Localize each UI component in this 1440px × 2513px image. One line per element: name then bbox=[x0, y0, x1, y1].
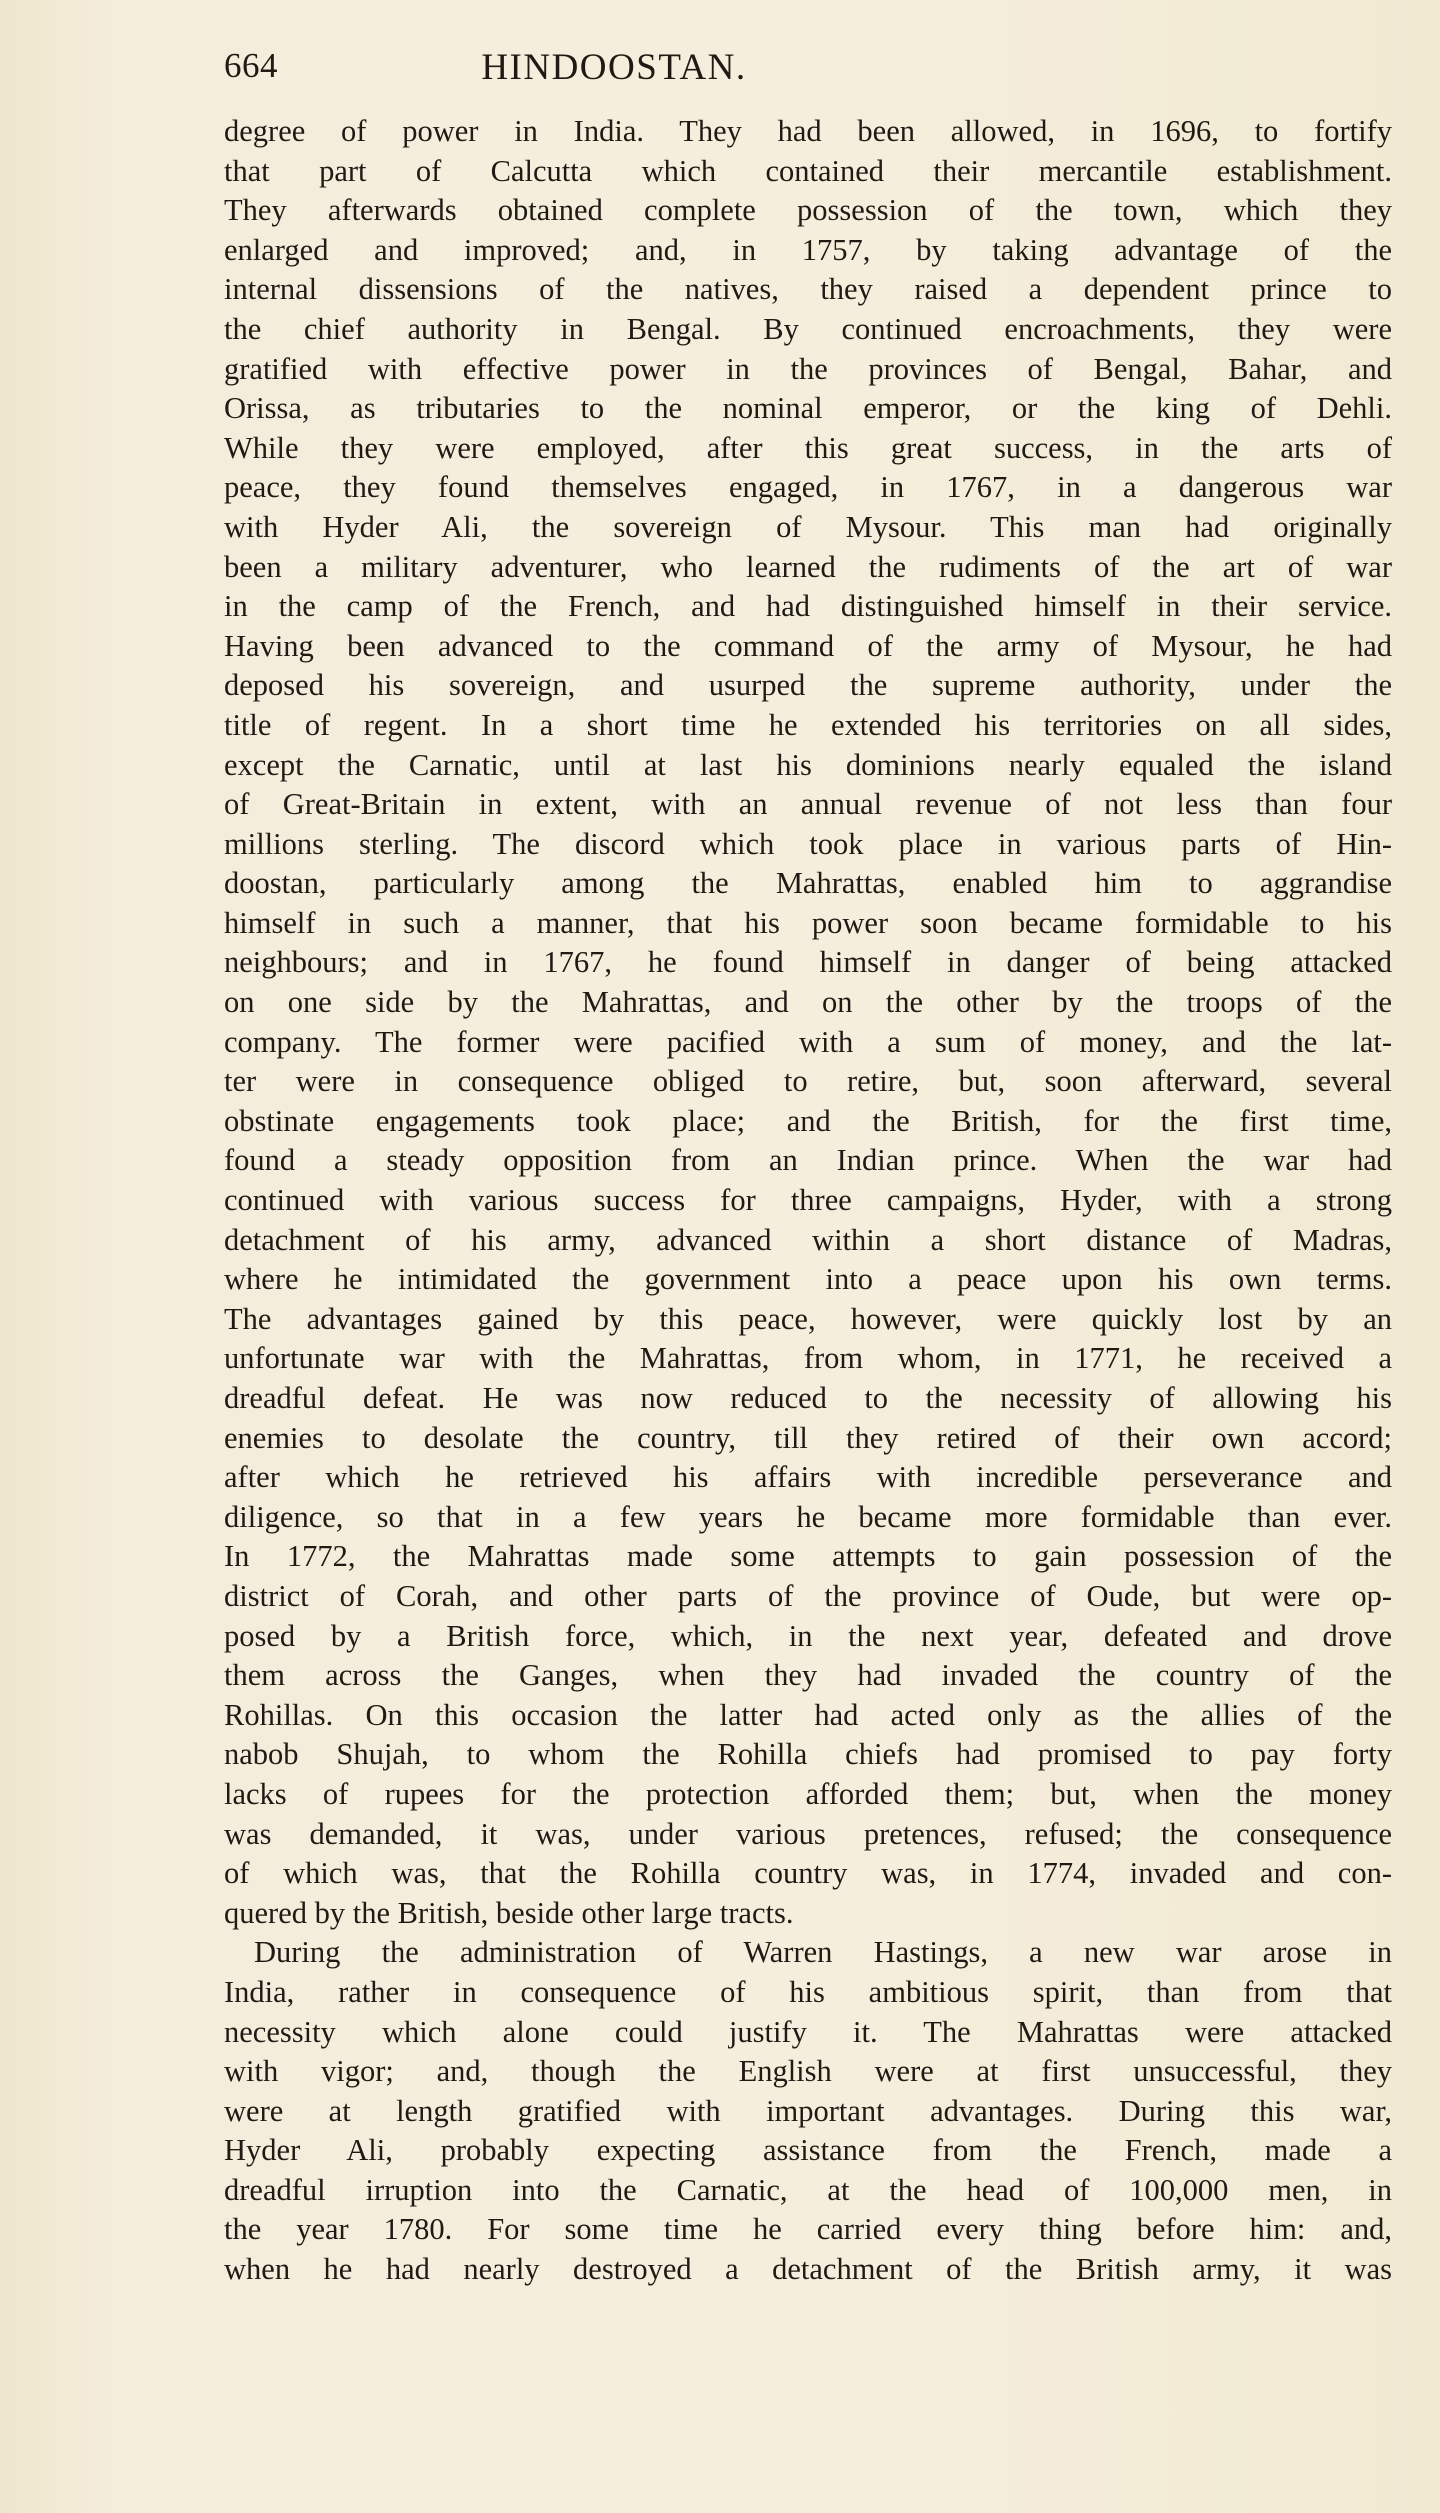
text-line: Rohillas. On this occasion the latter had acted only as the allies of the bbox=[224, 1697, 1392, 1732]
text-line: While they were employed, after this great success, in the arts of bbox=[224, 430, 1392, 465]
text-line: Having been advanced to the command of the army of Mysour, he had bbox=[224, 628, 1392, 663]
text-line: when he had nearly destroyed a detachment of the British army, it was bbox=[224, 2252, 1392, 2287]
page-number: 664 bbox=[224, 46, 278, 85]
text-line: enlarged and improved; and, in 1757, by taking advantage of the bbox=[224, 232, 1392, 267]
text-line: found a steady opposition from an Indian prince. When the war had bbox=[224, 1143, 1392, 1178]
text-line: that part of Calcutta which contained their mercantile establishment. bbox=[224, 153, 1392, 188]
text-line: were at length gratified with important advantages. During this war, bbox=[224, 2093, 1392, 2128]
text-line: except the Carnatic, until at last his dominions nearly equaled the island bbox=[224, 747, 1392, 782]
text-line: of Great-Britain in extent, with an annual revenue of not less than four bbox=[224, 787, 1392, 822]
text-line: unfortunate war with the Mahrattas, from whom, in 1771, he received a bbox=[224, 1341, 1392, 1376]
text-line: Hyder Ali, probably expecting assistance from the French, made a bbox=[224, 2133, 1392, 2168]
text-line: ter were in consequence obliged to retire, but, soon afterward, several bbox=[224, 1064, 1392, 1099]
text-line: enemies to desolate the country, till they retired of their own accord; bbox=[224, 1420, 1392, 1455]
text-line: title of regent. In a short time he extended his territories on all sides, bbox=[224, 707, 1392, 742]
text-line: on one side by the Mahrattas, and on the other by the troops of the bbox=[224, 985, 1392, 1020]
text-line: necessity which alone could justify it. The Mahrattas were attacked bbox=[224, 2014, 1392, 2049]
text-line: peace, they found themselves engaged, in 1767, in a dangerous war bbox=[224, 470, 1392, 505]
text-line: company. The former were pacified with a sum of money, and the lat- bbox=[224, 1024, 1392, 1059]
text-line: neighbours; and in 1767, he found himself in danger of being attacked bbox=[224, 945, 1392, 980]
text-line: gratified with effective power in the provinces of Bengal, Bahar, and bbox=[224, 351, 1392, 386]
text-line: continued with various success for three campaigns, Hyder, with a strong bbox=[224, 1183, 1392, 1218]
text-line: India, rather in consequence of his ambitious spirit, than from that bbox=[224, 1974, 1392, 2009]
text-line: after which he retrieved his affairs with incredible perseverance and bbox=[224, 1460, 1392, 1495]
text-line: Orissa, as tributaries to the nominal emperor, or the king of Dehli. bbox=[224, 391, 1392, 426]
text-line: with Hyder Ali, the sovereign of Mysour. This man had originally bbox=[224, 509, 1392, 544]
text-line: obstinate engagements took place; and the British, for the first time, bbox=[224, 1103, 1392, 1138]
text-line: In 1772, the Mahrattas made some attempts to gain possession of the bbox=[224, 1539, 1392, 1574]
text-line: dreadful defeat. He was now reduced to the necessity of allowing his bbox=[224, 1381, 1392, 1415]
running-title: HINDOOSTAN. bbox=[481, 47, 747, 88]
text-line: himself in such a manner, that his power soon became formidable to his bbox=[224, 905, 1392, 940]
text-line: them across the Ganges, when they had invaded the country of the bbox=[224, 1658, 1392, 1693]
text-line: district of Corah, and other parts of the province of Oude, but were op- bbox=[224, 1578, 1392, 1613]
text-line: They afterwards obtained complete possession of the town, which they bbox=[224, 193, 1392, 228]
text-line: of which was, that the Rohilla country was, in 1774, invaded and con- bbox=[224, 1856, 1392, 1891]
text-line: detachment of his army, advanced within a short distance of Madras, bbox=[224, 1222, 1392, 1257]
text-line: doostan, particularly among the Mahrattas, enabled him to aggrandise bbox=[224, 866, 1392, 901]
text-line: quered by the British, beside other large tracts. bbox=[224, 1895, 794, 1930]
text-line: diligence, so that in a few years he became more formidable than ever. bbox=[224, 1499, 1392, 1534]
text-line: in the camp of the French, and had distinguished himself in their service. bbox=[224, 589, 1392, 624]
page-header bbox=[224, 46, 1392, 102]
text-line: degree of power in India. They had been allowed, in 1696, to fortify bbox=[224, 114, 1392, 148]
text-line: with vigor; and, though the English were at first unsuccessful, they bbox=[224, 2054, 1392, 2089]
text-line: lacks of rupees for the protection afforded them; but, when the money bbox=[224, 1776, 1392, 1811]
text-line: internal dissensions of the natives, they raised a dependent prince to bbox=[224, 272, 1392, 307]
text-line: where he intimidated the government into a peace upon his own terms. bbox=[224, 1262, 1392, 1297]
text-line: posed by a British force, which, in the next year, defeated and drove bbox=[224, 1618, 1392, 1653]
text-line: been a military adventurer, who learned the rudiments of the art of war bbox=[224, 549, 1392, 584]
text-line: millions sterling. The discord which took place in various parts of Hin- bbox=[224, 826, 1392, 861]
text-line: dreadful irruption into the Carnatic, at the head of 100,000 men, in bbox=[224, 2172, 1392, 2207]
text-line: was demanded, it was, under various pretences, refused; the consequence bbox=[224, 1816, 1392, 1851]
text-line: the chief authority in Bengal. By continued encroachments, they were bbox=[224, 311, 1392, 346]
body-text bbox=[224, 112, 1392, 2290]
text-line: nabob Shujah, to whom the Rohilla chiefs had promised to pay forty bbox=[224, 1737, 1392, 1772]
text-line: The advantages gained by this peace, however, were quickly lost by an bbox=[224, 1301, 1392, 1336]
text-line: During the administration of Warren Hastings, a new war arose in bbox=[254, 1935, 1392, 1970]
text-line: the year 1780. For some time he carried every thing before him: and, bbox=[224, 2212, 1392, 2247]
text-line: deposed his sovereign, and usurped the supreme authority, under the bbox=[224, 668, 1392, 703]
